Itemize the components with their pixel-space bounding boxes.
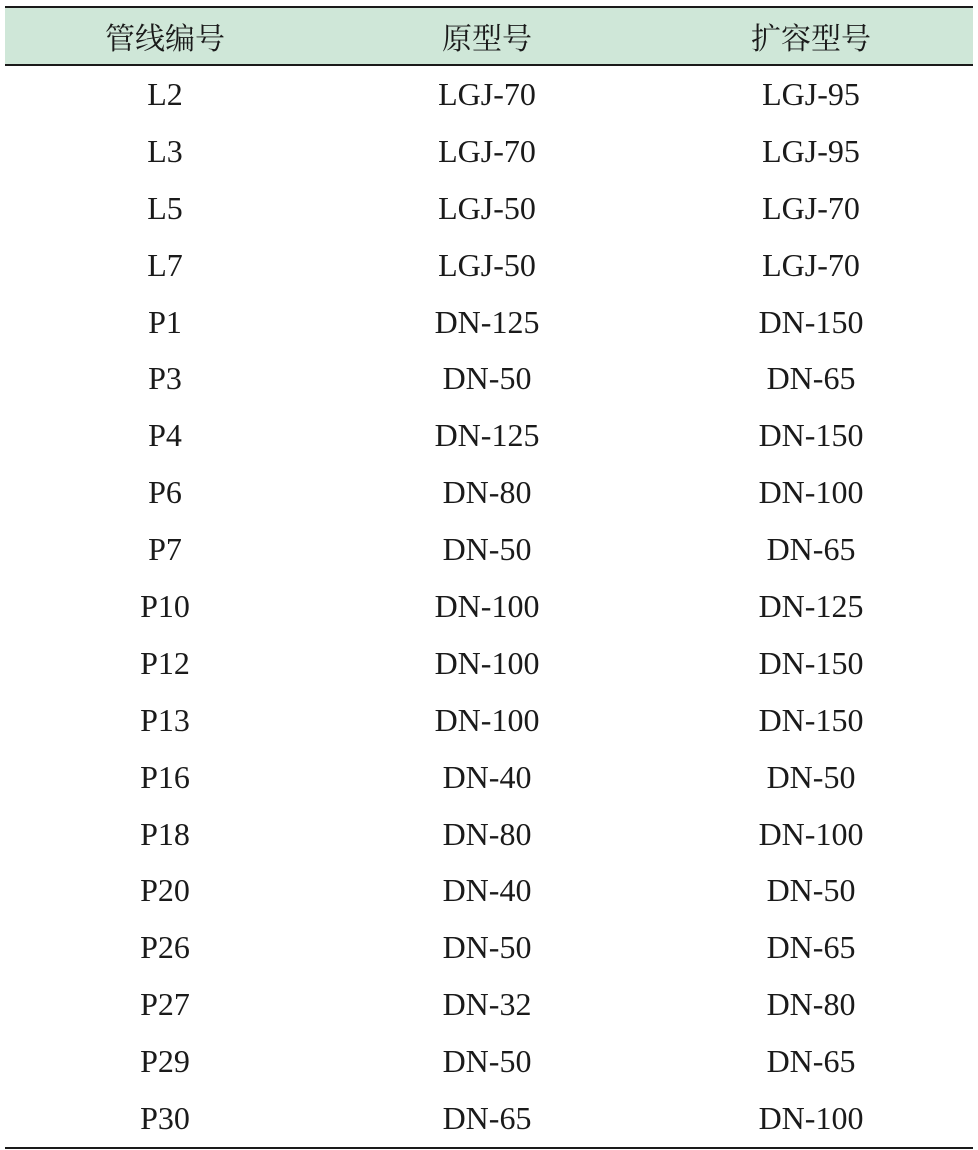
table-row (5, 749, 973, 806)
cell-original-model: DN-125 (434, 417, 540, 454)
header-pipeline-id: 管线编号 (5, 7, 325, 65)
table-row (5, 1033, 973, 1090)
cell-original-model: DN-80 (442, 815, 532, 852)
cell-pipeline-id: P18 (140, 815, 190, 852)
cell-original-model: DN-40 (442, 758, 532, 795)
cell-original-model: DN-80 (442, 474, 532, 511)
cell-original-model: LGJ-70 (438, 75, 536, 112)
cell-pipeline-id: P12 (140, 644, 190, 681)
table-row (5, 806, 973, 863)
cell-original-model: LGJ-50 (438, 189, 536, 226)
cell-original-model: DN-50 (442, 1043, 532, 1080)
cell-original-model: DN-50 (442, 531, 532, 568)
cell-original-model: DN-100 (434, 701, 540, 738)
cell-original-model: DN-100 (434, 644, 540, 681)
table-header (5, 7, 973, 65)
cell-pipeline-id: P7 (148, 531, 182, 568)
cell-expanded-model: LGJ-70 (762, 246, 860, 283)
cell-original-model: DN-40 (442, 872, 532, 909)
header-original-model: 原型号 (325, 7, 649, 65)
table-row (5, 862, 973, 919)
table-row (5, 1090, 973, 1148)
table-body (5, 65, 973, 1148)
cell-expanded-model: LGJ-70 (762, 189, 860, 226)
cell-expanded-model: DN-100 (758, 474, 864, 511)
cell-pipeline-id: P30 (5, 1090, 325, 1148)
cell-expanded-model: DN-100 (758, 815, 864, 852)
cell-original-model: DN-50 (442, 360, 532, 397)
cell-expanded-model: DN-150 (758, 644, 864, 681)
cell-expanded-model: LGJ-95 (762, 75, 860, 112)
cell-expanded-model: DN-65 (766, 929, 856, 966)
cell-original-model: DN-32 (442, 986, 532, 1023)
table-row (5, 237, 973, 294)
cell-pipeline-id: L5 (147, 189, 183, 226)
cell-original-model: DN-100 (434, 587, 540, 624)
cell-expanded-model: DN-65 (766, 360, 856, 397)
table-row (5, 350, 973, 407)
pipeline-spec-table (5, 6, 973, 1149)
cell-original-model: LGJ-70 (438, 132, 536, 169)
cell-expanded-model: DN-150 (758, 417, 864, 454)
table-row (5, 294, 973, 351)
cell-original-model: DN-125 (434, 303, 540, 340)
cell-pipeline-id: L2 (147, 75, 183, 112)
cell-expanded-model: DN-150 (758, 303, 864, 340)
cell-pipeline-id: P29 (140, 1043, 190, 1080)
pipeline-table-container (5, 6, 973, 1149)
table-row (5, 464, 973, 521)
header-row (5, 7, 973, 65)
table-row (5, 976, 973, 1033)
header-expanded-model: 扩容型号 (649, 7, 973, 65)
table-row (5, 407, 973, 464)
cell-expanded-model: DN-125 (758, 587, 864, 624)
cell-pipeline-id: P3 (148, 360, 182, 397)
table-row (5, 578, 973, 635)
table-row (5, 919, 973, 976)
cell-original-model: DN-65 (325, 1090, 649, 1148)
cell-pipeline-id: L7 (147, 246, 183, 283)
cell-pipeline-id: P27 (140, 986, 190, 1023)
cell-expanded-model: LGJ-95 (762, 132, 860, 169)
cell-pipeline-id: P4 (148, 417, 182, 454)
cell-expanded-model: DN-65 (766, 531, 856, 568)
cell-pipeline-id: P13 (140, 701, 190, 738)
table-row (5, 123, 973, 180)
cell-expanded-model: DN-50 (766, 758, 856, 795)
table-row (5, 65, 973, 123)
table-row (5, 635, 973, 692)
cell-expanded-model: DN-80 (766, 986, 856, 1023)
cell-expanded-model: DN-150 (758, 701, 864, 738)
cell-expanded-model: DN-50 (766, 872, 856, 909)
cell-expanded-model: DN-100 (649, 1090, 973, 1148)
cell-expanded-model: DN-65 (766, 1043, 856, 1080)
table-row (5, 180, 973, 237)
cell-pipeline-id: L3 (147, 132, 183, 169)
cell-original-model: DN-50 (442, 929, 532, 966)
cell-pipeline-id: P20 (140, 872, 190, 909)
table-row (5, 692, 973, 749)
table-row (5, 521, 973, 578)
cell-pipeline-id: P10 (140, 587, 190, 624)
cell-original-model: LGJ-50 (438, 246, 536, 283)
cell-pipeline-id: P16 (140, 758, 190, 795)
cell-pipeline-id: P26 (140, 929, 190, 966)
cell-pipeline-id: P6 (148, 474, 182, 511)
cell-pipeline-id: P1 (148, 303, 182, 340)
